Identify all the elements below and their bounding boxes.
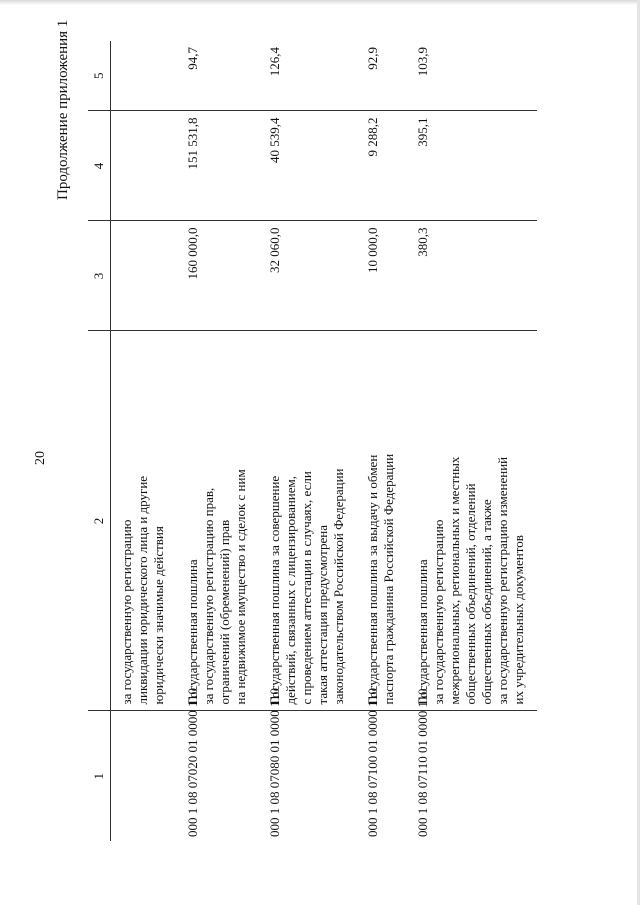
income-code: 000 1 08 07100 01 0000 110	[365, 687, 380, 837]
percent-value: 92,9	[357, 41, 407, 111]
percent-value: 103,9	[407, 41, 537, 111]
column-header-5: 5	[88, 41, 111, 111]
actual-value: 395,1	[407, 111, 537, 221]
actual-value: 9 288,2	[357, 111, 407, 221]
description-line: Государственная пошлина	[185, 559, 200, 705]
table-row	[259, 41, 357, 841]
description-line: межрегиональных, региональных и местных	[447, 456, 462, 705]
income-description	[407, 331, 537, 711]
description-line: юридически значимые действия	[151, 526, 166, 705]
description-line: с проведением аттестации в случаях, если	[299, 471, 314, 705]
column-header-3: 3	[88, 221, 111, 331]
plan-value	[111, 221, 178, 331]
income-code: 000 1 08 07020 01 0000 110	[185, 687, 200, 837]
income-description	[259, 331, 357, 711]
income-description	[177, 331, 259, 711]
column-header-2: 2	[88, 331, 111, 711]
description-line: за государственную регистрацию	[431, 519, 446, 705]
table-row	[177, 41, 259, 841]
plan-value: 160 000,0	[177, 221, 259, 331]
percent-value: 94,7	[177, 41, 259, 111]
description-line: ликвидации юридического лица и другие	[135, 475, 150, 705]
table-row	[357, 41, 407, 841]
actual-value: 40 539,4	[259, 111, 357, 221]
appendix-caption: Продолжение приложения 1	[55, 19, 71, 200]
table-row	[407, 41, 537, 841]
description-line: их учредительных документов	[511, 535, 526, 705]
description-line: ограничений (обременений) прав	[217, 519, 232, 705]
description-line: общественных объединений, отделений	[463, 483, 478, 705]
actual-value: 151 531,8	[177, 111, 259, 221]
description-line: Государственная пошлина за выдачу и обмен	[365, 454, 380, 705]
description-line: действий, связанных с лицензированием,	[283, 475, 298, 705]
budget-table	[88, 41, 537, 841]
description-line: за государственную регистрацию изменений	[495, 456, 510, 705]
percent-value: 126,4	[259, 41, 357, 111]
page-number: 20	[33, 451, 48, 465]
actual-value	[111, 111, 178, 221]
description-line: на недвижимое имущество и сделок с ним	[233, 469, 248, 705]
column-header-4: 4	[88, 111, 111, 221]
income-code: 000 1 08 07080 01 0000 110	[267, 687, 282, 837]
description-line: общественных объединений, а также	[479, 499, 494, 705]
description-line: Государственная пошлина за совершение	[267, 475, 282, 705]
income-code	[111, 711, 178, 841]
header-row	[88, 41, 111, 841]
table-row	[111, 41, 178, 841]
income-description	[357, 331, 407, 711]
description-line: законодательством Российской Федерации	[331, 468, 346, 705]
description-line: такая аттестация предусмотрена	[315, 525, 330, 705]
description-line: за государственную регистрацию прав,	[201, 487, 216, 705]
plan-value: 32 060,0	[259, 221, 357, 331]
column-header-1: 1	[88, 711, 111, 841]
plan-value: 10 000,0	[357, 221, 407, 331]
income-code: 000 1 08 07110 01 0000 110	[415, 688, 430, 837]
description-line: за государственную регистрацию	[119, 519, 134, 705]
percent-value	[111, 41, 178, 111]
plan-value: 380,3	[407, 221, 537, 331]
description-line: паспорта гражданина Российской Федерации	[381, 453, 396, 705]
income-description	[111, 331, 178, 711]
description-line: Государственная пошлина	[415, 559, 430, 705]
